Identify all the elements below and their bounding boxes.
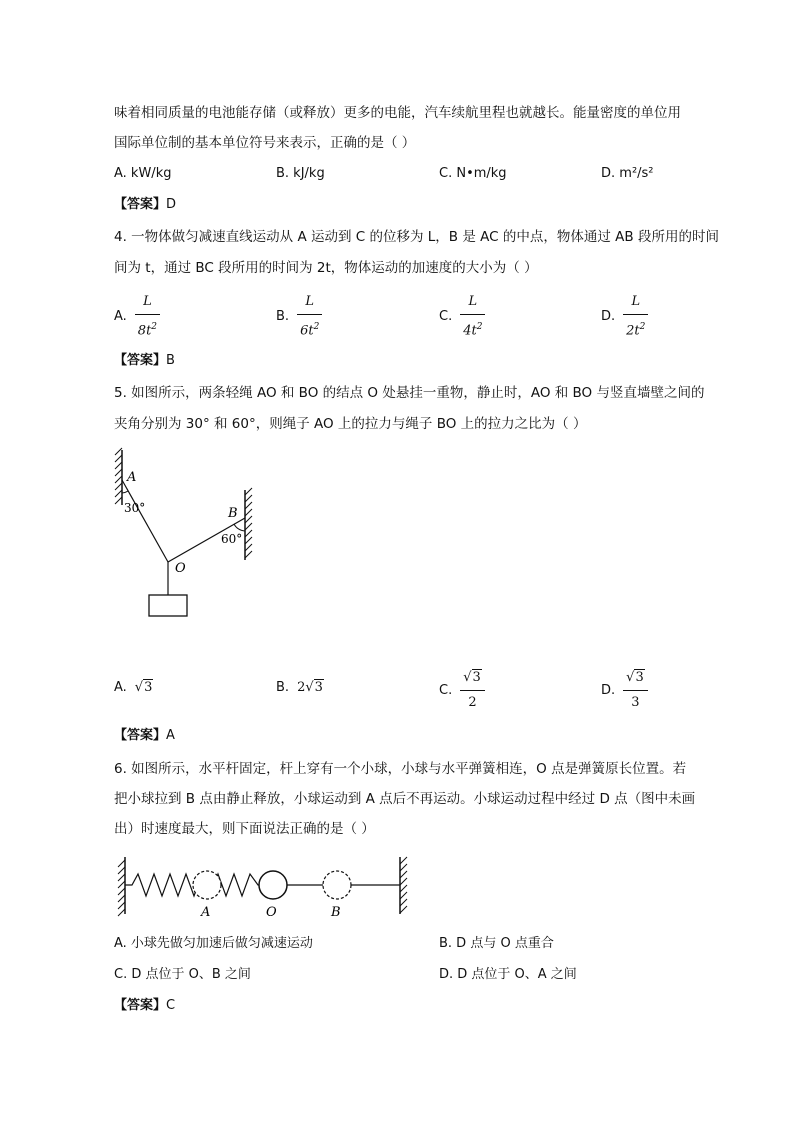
answer-tag: 【答案】 xyxy=(114,998,167,1013)
label-a: A xyxy=(201,905,211,920)
option-label: B. xyxy=(276,309,290,325)
numerator: L xyxy=(297,292,322,315)
q6-text-line2: 把小球拉到 B 点由静止释放，小球运动到 A 点后不再运动。小球运动过程中经过 D 点（图中未画 xyxy=(114,791,696,807)
ball-position-b xyxy=(323,871,351,899)
fraction xyxy=(460,292,485,341)
answer-value: C xyxy=(166,998,176,1013)
exponent: 2 xyxy=(151,322,158,332)
fraction xyxy=(623,668,648,713)
radicand: 3 xyxy=(314,680,323,695)
q3-option-a: A. kW/kg xyxy=(114,166,172,181)
q6-option-c: C. D 点位于 O、B 之间 xyxy=(114,967,251,982)
label-o: O xyxy=(266,905,277,920)
q6-option-d: D. D 点位于 O、A 之间 xyxy=(439,967,577,982)
q3-text-line2: 国际单位制的基本单位符号来表示，正确的是（ ） xyxy=(114,135,416,151)
fraction xyxy=(623,292,648,341)
weight-block xyxy=(149,595,187,616)
radicand: 3 xyxy=(635,670,644,685)
denominator-base: 8t xyxy=(137,323,152,339)
denominator xyxy=(460,315,485,341)
q5-text-line2: 夹角分别为 30° 和 60°，则绳子 AO 上的拉力与绳子 BO 上的拉力之比为（ ） xyxy=(114,416,587,432)
angle-label-60: 60° xyxy=(221,532,243,546)
answer-value: B xyxy=(166,353,175,368)
exponent: 2 xyxy=(476,322,483,332)
answer-tag: 【答案】 xyxy=(114,728,167,743)
answer-tag: 【答案】 xyxy=(114,197,167,212)
q4-option-b xyxy=(276,292,322,341)
q6-text-line3: 出）时速度最大，则下面说法正确的是（ ） xyxy=(114,821,375,837)
q4-answer xyxy=(114,351,175,371)
sqrt-expression: 2√3 xyxy=(297,680,323,695)
option-label: A. xyxy=(114,309,127,325)
denominator-base: 4t xyxy=(463,323,477,339)
exponent: 2 xyxy=(639,322,646,332)
label-a: A xyxy=(127,470,137,485)
answer-value: D xyxy=(166,197,177,212)
q6-option-b: B. D 点与 O 点重合 xyxy=(439,936,554,951)
q6-option-a: A. 小球先做匀加速后做匀减速运动 xyxy=(114,936,313,951)
answer-tag: 【答案】 xyxy=(114,353,167,368)
ball-position-a xyxy=(193,871,221,899)
numerator: L xyxy=(135,292,160,315)
option-label: D. xyxy=(601,309,616,325)
option-label: C. xyxy=(439,683,453,698)
angle-arc-a xyxy=(122,491,128,493)
q4-option-a xyxy=(114,292,160,341)
q6-text-line1: 6. 如图所示，水平杆固定，杆上穿有一个小球，小球与水平弹簧相连，O 点是弹簧原长位置。若 xyxy=(114,761,687,777)
numerator: L xyxy=(623,292,648,315)
q3-option-b: B. kJ/kg xyxy=(276,166,325,181)
radicand: 3 xyxy=(144,680,153,695)
q5-text-line1: 5. 如图所示，两条轻绳 AO 和 BO 的结点 O 处悬挂一重物，静止时，AO 和 BO 与竖直墙壁之间的 xyxy=(114,385,705,401)
q5-answer xyxy=(114,726,175,746)
denominator-base: 2t xyxy=(626,323,640,339)
option-label: C. xyxy=(439,309,453,325)
label-b: B xyxy=(331,905,341,920)
numerator: √3 xyxy=(460,668,485,691)
denominator xyxy=(135,315,160,341)
option-label: A. xyxy=(114,680,127,695)
q3-option-d: D. m²/s² xyxy=(601,166,654,181)
denominator: 2 xyxy=(468,695,477,710)
q3-answer xyxy=(114,195,176,215)
denominator-base: 6t xyxy=(300,323,314,339)
fraction xyxy=(297,292,322,341)
q4-option-c xyxy=(439,292,485,341)
denominator xyxy=(623,315,648,341)
q6-answer xyxy=(114,996,175,1016)
q5-option-b xyxy=(276,678,324,698)
option-label: B. xyxy=(276,680,290,695)
denominator xyxy=(297,315,322,341)
coefficient: 2 xyxy=(297,680,306,695)
q5-option-a xyxy=(114,678,153,698)
left-wall-hatch xyxy=(115,448,122,504)
denominator: 3 xyxy=(631,695,640,710)
radicand: 3 xyxy=(472,670,481,685)
rope-ao xyxy=(122,480,168,562)
answer-value: A xyxy=(166,728,175,743)
spring xyxy=(125,874,260,896)
label-o: O xyxy=(175,561,186,576)
q4-option-d xyxy=(601,292,648,341)
q5-option-d xyxy=(601,668,648,713)
right-wall-hatch xyxy=(245,488,252,558)
q4-text-line1: 4. 一物体做匀减速直线运动从 A 运动到 C 的位移为 L，B 是 AC 的中点，物体通过 AB 段所用的时间 xyxy=(114,229,719,245)
fraction xyxy=(135,292,160,341)
option-label: D. xyxy=(601,683,616,698)
exponent: 2 xyxy=(313,322,320,332)
left-wall-hatch xyxy=(118,860,125,916)
numerator: √3 xyxy=(623,668,648,691)
q3-text-line1: 味着相同质量的电池能存储（或释放）更多的电能，汽车续航里程也就越长。能量密度的单位用 xyxy=(114,105,681,121)
q3-option-c: C. N•m/kg xyxy=(439,166,507,181)
fraction xyxy=(460,668,485,713)
q4-text-line2: 间为 t，通过 BC 段所用的时间为 2t，物体运动的加速度的大小为（ ） xyxy=(114,260,538,276)
q5-option-c xyxy=(439,668,485,713)
numerator: L xyxy=(460,292,485,315)
q5-rope-figure xyxy=(110,445,260,625)
angle-arc-b xyxy=(234,524,245,531)
angle-label-30: 30° xyxy=(124,501,146,515)
q6-spring-figure xyxy=(110,852,420,924)
ball-position-o xyxy=(259,871,287,899)
sqrt-expression: √3 xyxy=(134,680,153,695)
label-b: B xyxy=(228,506,238,521)
right-wall-hatch xyxy=(400,857,407,913)
